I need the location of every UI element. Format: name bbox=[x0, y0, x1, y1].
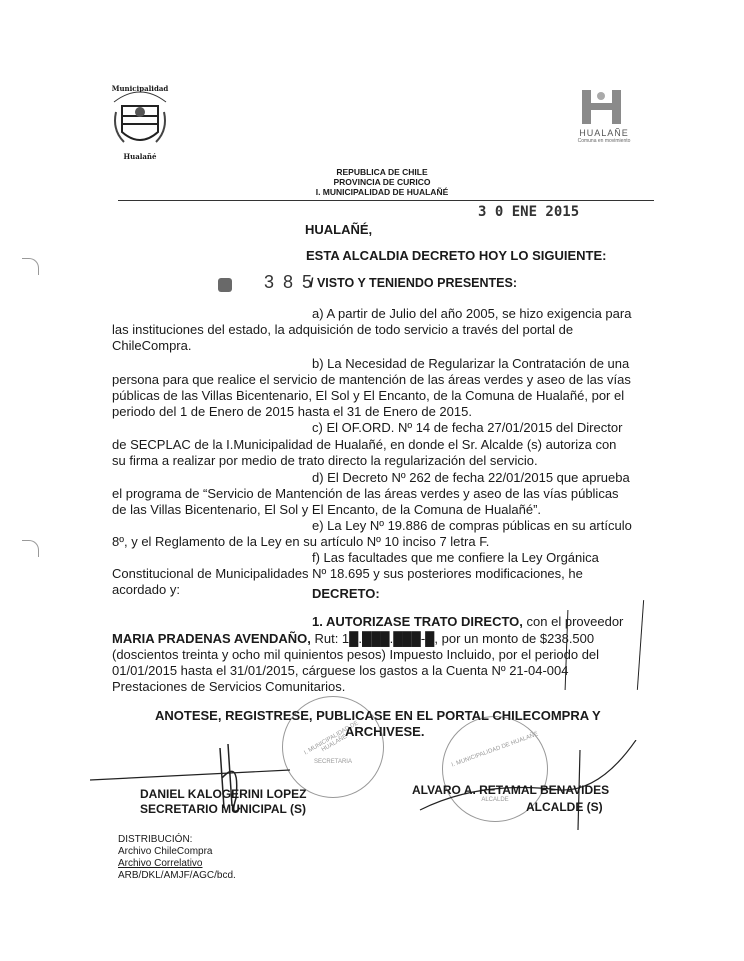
secretary-stamp-inner: SECRETARIA bbox=[314, 759, 352, 765]
distribution-item: Archivo ChileCompra bbox=[118, 846, 213, 857]
article-1-line-1 bbox=[312, 614, 623, 629]
distribution-item: Archivo Correlativo bbox=[118, 858, 203, 869]
para-d-line-2: el programa de “Servicio de Mantención de las áreas verdes y aseo de las vías públicas bbox=[112, 486, 619, 501]
distribution-title: DISTRIBUCIÓN: bbox=[118, 834, 193, 845]
logo-right-tagline: Comuna en movimiento bbox=[577, 138, 631, 144]
para-a-line-2: las instituciones del estado, la adquisición de todo servicio a través del portal de bbox=[112, 322, 574, 337]
para-f-line-3: acordado y: bbox=[112, 582, 180, 597]
header-line-3: I. MUNICIPALIDAD DE HUALAÑÉ bbox=[315, 187, 449, 197]
distribution-item: ARB/DKL/AMJF/AGC/bcd. bbox=[118, 870, 236, 881]
article-1-head-rest: con el proveedor bbox=[522, 614, 624, 629]
para-b-line-2: persona para que realice el servicio de mantención de las áreas verdes y aseo de las vías bbox=[112, 372, 631, 387]
para-e-line-2: 8º, y el Reglamento de la Ley en su artículo Nº 10 inciso 7 letra F. bbox=[112, 534, 490, 549]
provider-name: MARIA PRADENAS AVENDAÑO, bbox=[112, 631, 311, 646]
binder-hole bbox=[22, 540, 39, 557]
article-1-line-2-rest: Rut: 1█.███.███-█, por un monto de $238.500 bbox=[310, 631, 595, 646]
para-b-line-4: periodo del 1 de Enero de 2015 hasta el 31 de Enero de 2015. bbox=[112, 404, 472, 419]
mayor-title: ALCALDE (S) bbox=[526, 800, 603, 814]
logo-left-top-text: Municipalidad bbox=[111, 84, 169, 93]
para-e-line-1: e) La Ley Nº 19.886 de compras públicas en su artículo bbox=[312, 518, 632, 533]
article-1-head: 1. AUTORIZASE TRATO DIRECTO, bbox=[312, 614, 523, 629]
para-a-line-3: ChileCompra. bbox=[112, 338, 192, 353]
date-stamp: 3 0 ENE 2015 bbox=[478, 204, 580, 220]
place-text: HUALAÑÉ, bbox=[305, 222, 373, 237]
article-1-line-5: Prestaciones de Servicios Comunitarios. bbox=[112, 679, 346, 694]
secretary-stamp-text: I. MUNICIPALIDAD DE HUALAÑÉ bbox=[303, 720, 360, 757]
header-divider bbox=[118, 200, 654, 201]
para-f-line-2: Constitucional de Municipalidades Nº 18.695 y sus posteriores modificaciones, he bbox=[112, 566, 583, 581]
para-b-line-3: públicas de las Villas Bicentenario, El Sol y El Encanto, de la Comuna de Hualañé, por el bbox=[112, 388, 625, 403]
para-b-line-1: b) La Necesidad de Regularizar la Contratación de una bbox=[312, 356, 630, 371]
para-f-line-1: f) Las facultades que me confiere la Ley Orgánica bbox=[312, 550, 599, 565]
mayor-name: ALVARO A. RETAMAL BENAVIDES bbox=[412, 783, 610, 797]
header-line-1: REPUBLICA DE CHILE bbox=[336, 167, 428, 177]
decreto-heading: DECRETO: bbox=[312, 586, 380, 601]
para-d-line-3: de las Villas Bicentenario, El Sol y El Encanto, de la Comuna de Hualañé”. bbox=[112, 502, 542, 517]
visto-heading: / VISTO Y TENIENDO PRESENTES: bbox=[310, 276, 517, 290]
para-c-line-1: c) El OF.ORD. Nº 14 de fecha 27/01/2015 del Director bbox=[312, 420, 623, 435]
closing-line-1: ANOTESE, REGISTRESE, PUBLICASE EN EL PORTAL CHILECOMPRA Y bbox=[155, 708, 601, 723]
decree-number: 3 8 5 bbox=[264, 272, 315, 292]
pen-stroke bbox=[637, 600, 644, 690]
header-line-2: PROVINCIA DE CURICO bbox=[333, 177, 431, 187]
secretary-title: SECRETARIO MUNICIPAL (S) bbox=[140, 802, 307, 816]
secretary-name: DANIEL KALOGERINI LOPEZ bbox=[140, 787, 307, 801]
article-1-line-4: 01/01/2015 hasta el 31/01/2015, cárguese los gastos a la Cuenta Nº 21-04-004 bbox=[112, 663, 569, 678]
article-1-line-2 bbox=[112, 631, 594, 646]
hualane-brand-logo bbox=[578, 88, 628, 128]
municipal-crest-logo bbox=[110, 82, 170, 162]
decree-heading: ESTA ALCALDIA DECRETO HOY LO SIGUIENTE: bbox=[306, 248, 607, 263]
para-c-line-2: de SECPLAC de la I.Municipalidad de Hualañé, en donde el Sr. Alcalde (s) autoriza con bbox=[112, 437, 617, 452]
distribution-block bbox=[118, 834, 236, 882]
para-d-line-1: d) El Decreto Nº 262 de fecha 22/01/2015 que aprueba bbox=[312, 470, 630, 485]
closing-line-2: ARCHIVESE. bbox=[345, 724, 425, 739]
logo-right-name: HUALAÑE bbox=[579, 128, 629, 138]
article-1-line-3: (doscientos treinta y ocho mil quinientos pesos) Impuesto Incluido, por el periodo del bbox=[112, 647, 600, 662]
logo-left-bottom-text: Hualañé bbox=[123, 152, 157, 161]
document-header bbox=[0, 167, 744, 197]
scribble-mark bbox=[218, 278, 232, 292]
mayor-stamp-text: I. MUNICIPALIDAD DE HUALAÑÉ bbox=[450, 731, 540, 769]
para-a-line-1: a) A partir de Julio del año 2005, se hizo exigencia para bbox=[312, 306, 632, 321]
mayor-stamp-inner: ALCALDE bbox=[481, 797, 509, 803]
para-c-line-3: su firma a realizar por medio de trato directo la regularización del servicio. bbox=[112, 453, 538, 468]
binder-hole bbox=[22, 258, 39, 275]
